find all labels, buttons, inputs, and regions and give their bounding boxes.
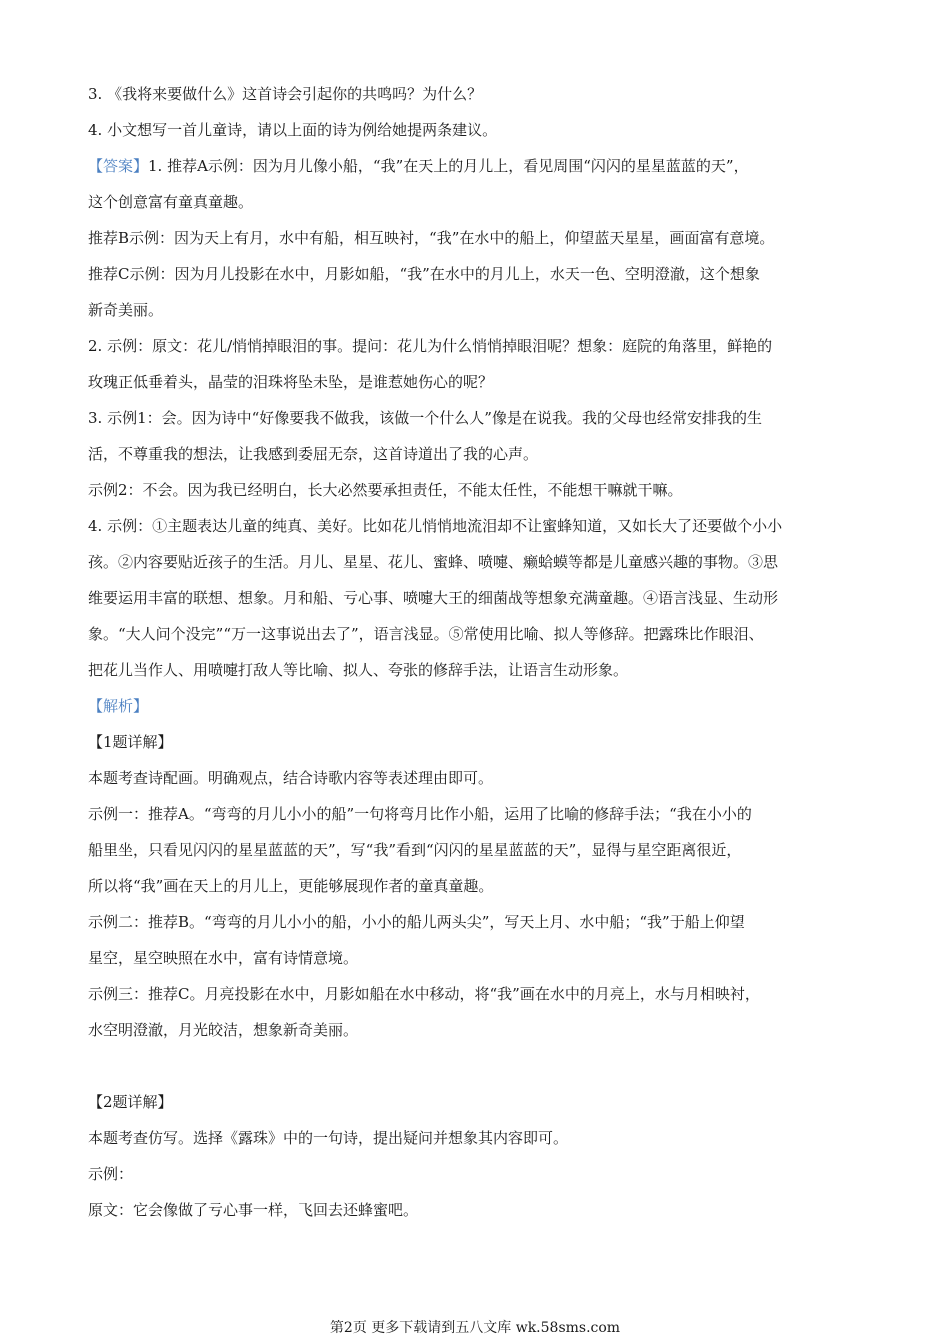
answer-2-line-2: 玫瑰正低垂着头，晶莹的泪珠将坠未坠，是谁惹她伤心的呢？ (88, 373, 494, 391)
detail-1-example-2-line-1: 示例二：推荐B。“弯弯的月儿小小的船，小小的船儿两头尖”，写天上月、水中船；“我”于船上仰望 (88, 913, 745, 931)
detail-1-example-2-line-2: 星空，星空映照在水中，富有诗情意境。 (88, 949, 359, 967)
answer-2-line-1: 2. 示例：原文：花儿/悄悄掉眼泪的事。提问：花儿为什么悄悄掉眼泪呢？想象：庭院的角落里，鲜艳的 (88, 337, 773, 355)
answer-3b: 示例2：不会。因为我已经明白，长大必然要承担责任，不能太任性，不能想干嘛就干嘛。 (88, 481, 683, 499)
question-3: 3. 《我将来要做什么》这首诗会引起你的共鸣吗？为什么？ (88, 85, 483, 103)
answer-tag: 【答案】 (88, 157, 149, 175)
answer-3-line-2: 活，不尊重我的想法，让我感到委屈无奈，这首诗道出了我的心声。 (88, 445, 539, 463)
detail-2-original: 原文：它会像做了亏心事一样，飞回去还蜂蜜吧。 (88, 1201, 419, 1219)
answer-3-line-1: 3. 示例1：会。因为诗中“好像要我不做我，该做一个什么人”像是在说我。我的父母也经常安排我的生 (88, 409, 762, 427)
answer-4-line-3: 维要运用丰富的联想、想象。月和船、亏心事、喷嚏大王的细菌战等想象充满童趣。④语言浅显、生动形 (88, 589, 779, 607)
detail-1-intro: 本题考查诗配画。明确观点，结合诗歌内容等表述理由即可。 (88, 769, 494, 787)
detail-2-intro: 本题考查仿写。选择《露珠》中的一句诗，提出疑问并想象其内容即可。 (88, 1129, 569, 1147)
analysis-tag: 【解析】 (88, 697, 149, 715)
answer-4-line-1: 4. 示例：①主题表达儿童的纯真、美好。比如花儿悄悄地流泪却不让蜜蜂知道，又如长大了还要做个小小 (88, 517, 783, 535)
document-body (88, 76, 878, 1228)
detail-1-example-3-line-1: 示例三：推荐C。月亮投影在水中，月影如船在水中移动，将“我”画在水中的月亮上，水与月相映衬， (88, 985, 760, 1003)
answer-1-line-1 (88, 148, 878, 184)
detail-1-example-1-line-3: 所以将“我”画在天上的月儿上，更能够展现作者的童真童趣。 (88, 877, 494, 895)
detail-1-example-3-line-2: 水空明澄澈，月光皎洁，想象新奇美丽。 (88, 1021, 359, 1039)
detail-1-example-1-line-2: 船里坐，只看见闪闪的星星蓝蓝的天”，写“我”看到“闪闪的星星蓝蓝的天”，显得与星空距离很近， (88, 841, 742, 859)
detail-1-example-1-line-1: 示例一：推荐A。“弯弯的月儿小小的船”一句将弯月比作小船，运用了比喻的修辞手法；“我在小小的 (88, 805, 752, 823)
answer-1c-line-2: 新奇美丽。 (88, 301, 164, 319)
answer-1-line-2: 这个创意富有童真童趣。 (88, 193, 254, 211)
answer-1b: 推荐B示例：因为天上有月，水中有船，相互映衬，“我”在水中的船上，仰望蓝天星星，画面富有意境。 (88, 229, 775, 247)
answer-4-line-5: 把花儿当作人、用喷嚏打敌人等比喻、拟人、夸张的修辞手法，让语言生动形象。 (88, 661, 629, 679)
answer-4-line-4: 象。“大人问个没完”“万一这事说出去了”，语言浅显。⑤常使用比喻、拟人等修辞。把露珠比作眼泪、 (88, 625, 764, 643)
answer-4-line-2: 孩。②内容要贴近孩子的生活。月儿、星星、花儿、蜜蜂、喷嚏、癞蛤蟆等都是儿童感兴趣的事物。③思 (88, 553, 779, 571)
detail-2-title: 【2题详解】 (88, 1093, 173, 1111)
detail-2-example-label: 示例： (88, 1165, 134, 1183)
page-footer: 第2页 更多下载请到五八文库 wk.58sms.com (329, 1320, 621, 1336)
detail-1-title: 【1题详解】 (88, 733, 173, 751)
paragraph-gap (88, 1048, 878, 1084)
answer-1c-line-1: 推荐C示例：因为月儿投影在水中，月影如船，“我”在水中的月儿上，水天一色、空明澄澈，这个想象 (88, 265, 760, 283)
answer-1-text: 1. 推荐A示例：因为月儿像小船，“我”在天上的月儿上，看见周围“闪闪的星星蓝蓝的天”， (148, 157, 749, 175)
question-4: 4. 小文想写一首儿童诗，请以上面的诗为例给她提两条建议。 (88, 121, 498, 139)
